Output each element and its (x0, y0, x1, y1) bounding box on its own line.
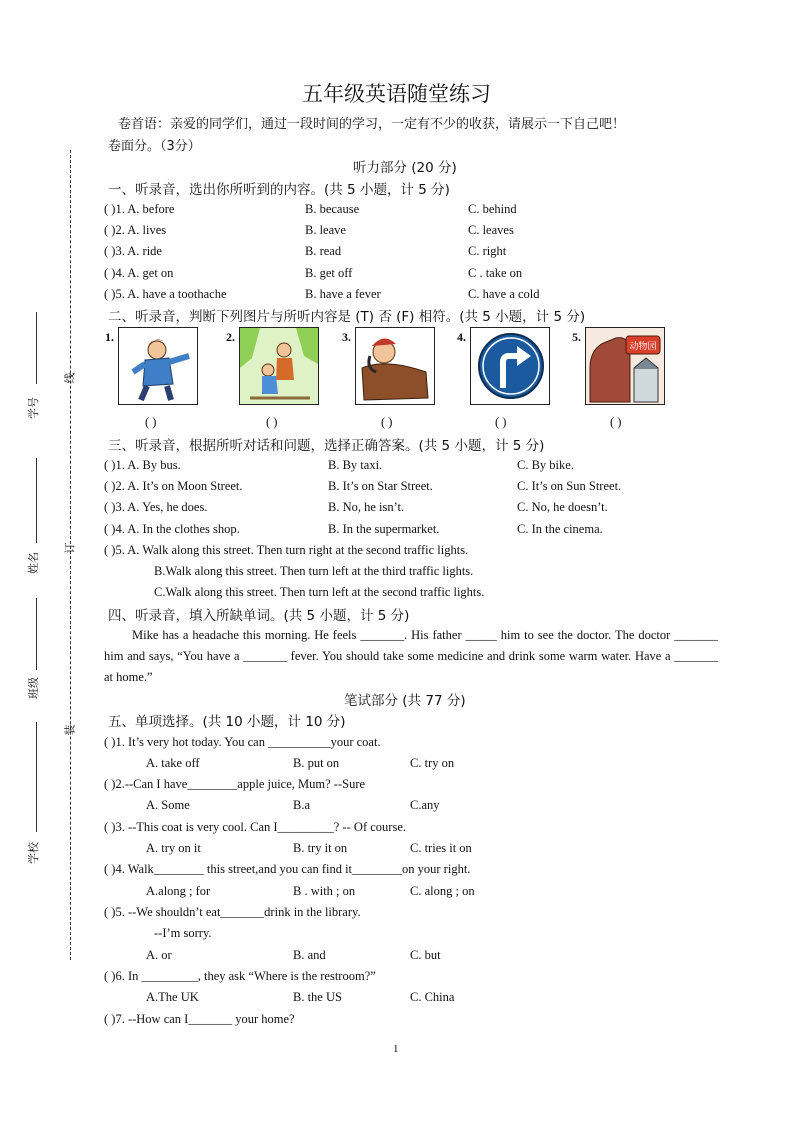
listening-header: 听力部分 (20 分) (353, 160, 457, 176)
s3-q5-b: B.Walk along this street. Then turn left at the third traffic lights. (154, 564, 474, 578)
name-label: 姓名 (27, 552, 40, 574)
pic3-sick-person-illustration (355, 327, 435, 405)
s3-q4-c: C. In the cinema. (517, 522, 603, 536)
s5-q3-a: A. try on it (146, 841, 201, 855)
s3-q1-b: B. By taxi. (328, 458, 383, 472)
s5-q2-a: A. Some (146, 798, 190, 812)
pic1-answer[interactable]: ( ) (145, 415, 157, 429)
s1-q1-b: B. because (305, 202, 360, 216)
s5-q3-b: B. try it on (293, 841, 348, 855)
s5-q2-b: B.a (293, 798, 311, 812)
s3-q3-b: B. No, he isn’t. (328, 500, 405, 514)
class-blank[interactable] (36, 598, 37, 670)
s5-q6-c: C. China (410, 990, 455, 1004)
binding-line (70, 150, 71, 960)
s5-q5-line2: --I’m sorry. (154, 926, 212, 940)
s3-q5-c: C.Walk along this street. Then turn left at the second traffic lights. (154, 585, 485, 599)
s5-q5-c: C. but (410, 948, 441, 962)
pic2-children-illustration (239, 327, 319, 405)
s1-q4: ( )4. A. get on (104, 266, 174, 280)
s5-q7: ( )7. --How can I_______ your home? (104, 1012, 295, 1026)
s5-q4-a: A.along ; for (146, 884, 211, 898)
pic1-number: 1. (105, 330, 114, 344)
s3-q2: ( )2. A. It’s on Moon Street. (104, 479, 243, 493)
s1-q1-c: C. behind (468, 202, 517, 216)
s1-q4-c: C . take on (468, 266, 523, 280)
pic4-turn-right-sign-icon (470, 327, 550, 405)
s5-q1-b: B. put on (293, 756, 340, 770)
section5-heading: 五、单项选择。(共 10 小题，计 10 分) (108, 714, 346, 730)
pic4-answer[interactable]: ( ) (495, 415, 507, 429)
pic3-answer[interactable]: ( ) (381, 415, 393, 429)
s3-q1: ( )1. A. By bus. (104, 458, 181, 472)
student-id-label: 学号 (27, 397, 40, 419)
school-blank[interactable] (36, 722, 37, 832)
s5-q3: ( )3. --This coat is very cool. Can I_________? -- Of course. (104, 820, 406, 834)
pic5-number: 5. (572, 330, 581, 344)
pic5-answer[interactable]: ( ) (610, 415, 622, 429)
s1-q2: ( )2. A. lives (104, 223, 167, 237)
s5-q2-c: C.any (410, 798, 440, 812)
binding-mark-xian: 线 (63, 372, 77, 384)
s1-q3-b: B. read (305, 244, 342, 258)
s5-q5-a: A. or (146, 948, 172, 962)
s1-q1: ( )1. A. before (104, 202, 175, 216)
name-blank[interactable] (36, 458, 37, 543)
pic2-number: 2. (226, 330, 235, 344)
section4-passage: Mike has a headache this morning. He feels _______. His father _____ him to see the doctor. The doctor _______ him and says, “You have a _______ fever. You should take some medicine and drink some warm water. Have a _______ at home.” (104, 628, 718, 684)
pic1-boy-illustration (118, 327, 198, 405)
s5-q6: ( )6. In _________, they ask “Where is the restroom?” (104, 969, 376, 983)
pic3-number: 3. (342, 330, 351, 344)
s5-q1: ( )1. It’s very hot today. You can __________your coat. (104, 735, 381, 749)
class-label: 班级 (27, 677, 40, 699)
page-title: 五年级英语随堂练习 (302, 82, 491, 106)
pic5-zoo-gate-illustration (585, 327, 665, 405)
school-label: 学校 (27, 842, 40, 864)
s1-q5-c: C. have a cold (468, 287, 540, 301)
s3-q4: ( )4. A. In the clothes shop. (104, 522, 240, 536)
s1-q3: ( )3. A. ride (104, 244, 162, 258)
s3-q3: ( )3. A. Yes, he does. (104, 500, 208, 514)
s3-q2-c: C. It’s on Sun Street. (517, 479, 622, 493)
s5-q3-c: C. tries it on (410, 841, 472, 855)
pic2-answer[interactable]: ( ) (266, 415, 278, 429)
s5-q5-b: B. and (293, 948, 326, 962)
neatness-score: 卷面分。（3分） (108, 139, 201, 154)
s5-q4-b: B . with ; on (293, 884, 356, 898)
section2-heading: 二、听录音，判断下列图片与所听内容是 (T) 否 (F) 相符。(共 5 小题，计 5 分) (108, 309, 586, 325)
s5-q2: ( )2.--Can I have________apple juice, Mum? --Sure (104, 777, 366, 791)
section3-heading: 三、听录音，根据所听对话和问题，选择正确答案。(共 5 小题，计 5 分) (108, 438, 545, 454)
s3-q3-c: C. No, he doesn’t. (517, 500, 608, 514)
section4-heading: 四、听录音，填入所缺单词。(共 5 小题，计 5 分) (108, 608, 410, 624)
s1-q2-c: C. leaves (468, 223, 514, 237)
s1-q3-c: C. right (468, 244, 507, 258)
s5-q5: ( )5. --We shouldn’t eat_______drink in the library. (104, 905, 361, 919)
s5-q4-c: C. along ; on (410, 884, 475, 898)
s1-q4-b: B. get off (305, 266, 353, 280)
page-number: 1 (393, 1043, 399, 1055)
s5-q1-c: C. try on (410, 756, 455, 770)
student-id-blank[interactable] (36, 312, 37, 384)
s3-q4-b: B. In the supermarket. (328, 522, 440, 536)
s3-q2-b: B. It’s on Star Street. (328, 479, 433, 493)
s1-q5: ( )5. A. have a toothache (104, 287, 227, 301)
s1-q5-b: B. have a fever (305, 287, 381, 301)
s1-q2-b: B. leave (305, 223, 346, 237)
zoo-sign-text: 动物园 (629, 342, 657, 352)
s5-q4: ( )4. Walk________ this street,and you can find it________on your right. (104, 862, 471, 876)
s5-q6-b: B. the US (293, 990, 342, 1004)
binding-mark-ding: 订 (63, 542, 77, 554)
intro-text: 卷首语：亲爱的同学们，通过一段时间的学习，一定有不少的收获，请展示一下自己吧！ (118, 117, 626, 132)
pic4-number: 4. (457, 330, 466, 344)
section1-heading: 一、听录音，选出你所听到的内容。(共 5 小题，计 5 分) (108, 182, 450, 198)
s3-q5-a: ( )5. A. Walk along this street. Then turn right at the second traffic lights. (104, 543, 469, 557)
binding-mark-zhuang: 装 (63, 724, 77, 736)
s5-q6-a: A.The UK (146, 990, 199, 1004)
written-header: 笔试部分 (共 77 分) (344, 693, 466, 709)
s3-q1-c: C. By bike. (517, 458, 574, 472)
s5-q1-a: A. take off (146, 756, 200, 770)
